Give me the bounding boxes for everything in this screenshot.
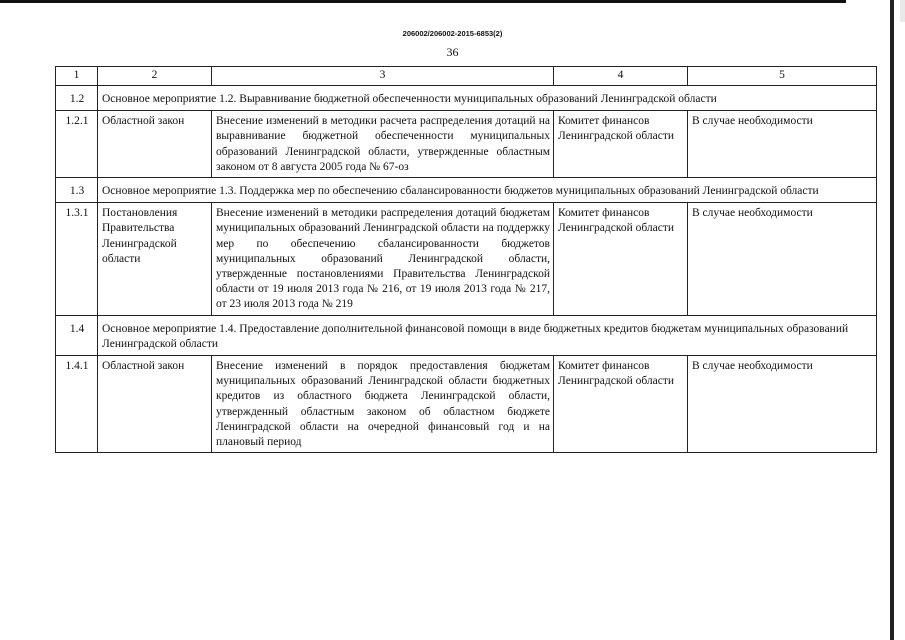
table-row bbox=[56, 203, 877, 315]
section-title: Основное мероприятие 1.2. Выравнивание бюджетной обеспеченности муниципальных образований Ленинградской области bbox=[98, 86, 877, 111]
table-row bbox=[56, 356, 877, 453]
section-title: Основное мероприятие 1.3. Поддержка мер по обеспечению сбалансированности бюджетов муниципальных образований Ленинградской области bbox=[98, 178, 877, 203]
page-number: 36 bbox=[446, 45, 459, 59]
document-type: Постановления Правительства Ленинградской области bbox=[98, 203, 212, 315]
column-number-cell: 2 bbox=[98, 67, 212, 86]
document-code: 206002/206002-2015-6853(2) bbox=[402, 29, 503, 38]
column-number-cell: 1 bbox=[56, 67, 98, 86]
timing: В случае необходимости bbox=[688, 203, 877, 315]
column-number-row bbox=[56, 67, 877, 86]
section-number: 1.2 bbox=[56, 86, 98, 111]
timing: В случае необходимости bbox=[688, 111, 877, 178]
responsible-body: Комитет финансов Ленинградской области bbox=[554, 356, 688, 453]
table-row bbox=[56, 111, 877, 178]
document-type: Областной закон bbox=[98, 356, 212, 453]
measure-content: Внесение изменений в методики распределения дотаций бюджетам муниципальных образований Ленинградской области на поддержку мер по обеспечению сбалансированности бюджетов муниципальных образований Ленинградской области, утвержденные постановлениями Правительства Ленинградской области от 19 июля 2013 года № 216, от 19 июля 2013 года № 217, от 23 июля 2013 года № 219 bbox=[212, 203, 554, 315]
column-number-cell: 3 bbox=[212, 67, 554, 86]
document-type: Областной закон bbox=[98, 111, 212, 178]
scan-edge-corner bbox=[900, 0, 905, 22]
scan-edge-right bbox=[890, 0, 894, 640]
measure-content: Внесение изменений в методики расчета распределения дотаций на выравнивание бюджетной обеспеченности муниципальных образований Ленинградской области, утвержденные областным законом от 8 августа 2005 года № 67-оз bbox=[212, 111, 554, 178]
item-number: 1.2.1 bbox=[56, 111, 98, 178]
section-row bbox=[56, 86, 877, 111]
responsible-body: Комитет финансов Ленинградской области bbox=[554, 203, 688, 315]
measures-table bbox=[55, 66, 877, 453]
measure-content: Внесение изменений в порядок предоставления бюджетам муниципальных образований Ленинградской области бюджетных кредитов из областного бюджета Ленинградской области, утвержденный областным законом об областном бюджете Ленинградской области на очередной финансовый год и на плановый период bbox=[212, 356, 554, 453]
column-number-cell: 5 bbox=[688, 67, 877, 86]
section-row bbox=[56, 315, 877, 355]
responsible-body: Комитет финансов Ленинградской области bbox=[554, 111, 688, 178]
section-number: 1.4 bbox=[56, 315, 98, 355]
scan-edge-top bbox=[0, 0, 846, 3]
section-number: 1.3 bbox=[56, 178, 98, 203]
item-number: 1.4.1 bbox=[56, 356, 98, 453]
section-title: Основное мероприятие 1.4. Предоставление дополнительной финансовой помощи в виде бюджетных кредитов бюджетам муниципальных образований Ленинградской области bbox=[98, 315, 877, 355]
timing: В случае необходимости bbox=[688, 356, 877, 453]
column-number-cell: 4 bbox=[554, 67, 688, 86]
item-number: 1.3.1 bbox=[56, 203, 98, 315]
section-row bbox=[56, 178, 877, 203]
